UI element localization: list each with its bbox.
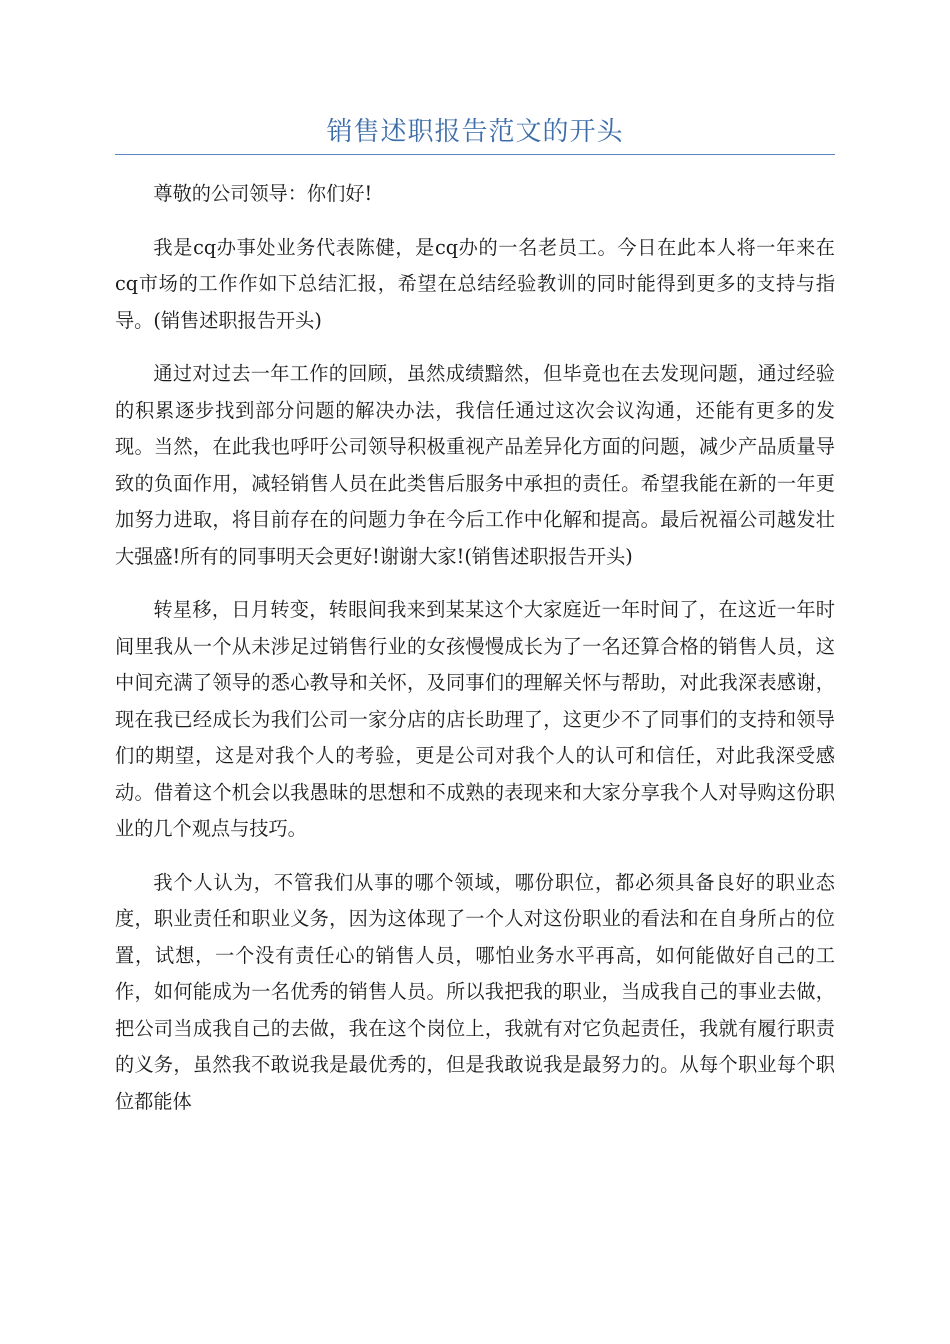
paragraph-review: 通过对过去一年工作的回顾，虽然成绩黯然，但毕竟也在去发现问题，通过经验的积累逐步找到部分问题的解决办法，我信任通过这次会议沟通，还能有更多的发现。当然，在此我也呼吁公司领导积极重视产品差异化方面的问题，减少产品质量导致的负面作用，减轻销售人员在此类售后服务中承担的责任。希望我能在新的一年更加努力进取，将目前存在的问题力争在今后工作中化解和提高。最后祝福公司越发壮大强盛!所有的同事明天会更好!谢谢大家!(销售述职报告开头) — [115, 362, 835, 568]
paragraph-attitude: 我个人认为，不管我们从事的哪个领域，哪份职位，都必须具备良好的职业态度，职业责任和职业义务，因为这体现了一个人对这份职业的看法和在自身所占的位置，试想，一个没有责任心的销售人员，哪怕业务水平再高，如何能做好自己的工作，如何能成为一名优秀的销售人员。所以我把我的职业，当成我自己的事业去做，把公司当成我自己的去做，我在这个岗位上，我就有对它负起责任，我就有履行职责的义务，虽然我不敢说我是最优秀的，但是我敢说我是最努力的。从每个职业每个职位都能体 — [115, 870, 835, 1113]
document-body — [115, 176, 835, 1137]
paragraph-greeting: 尊敬的公司领导：你们好! — [153, 182, 373, 205]
paragraph-introduction: 我是cq办事处业务代表陈健，是cq办的一名老员工。今日在此本人将一年来在cq市场的工作作如下总结汇报，希望在总结经验教训的同时能得到更多的支持与指导。(销售述职报告开头) — [115, 235, 835, 332]
document-title: 销售述职报告范文的开头 — [326, 117, 624, 147]
title-underline — [115, 154, 835, 155]
paragraph-growth: 转星移，日月转变，转眼间我来到某某这个大家庭近一年时间了，在这近一年时间里我从一个从未涉足过销售行业的女孩慢慢成长为了一名还算合格的销售人员，这中间充满了领导的悉心教导和关怀，及同事们的理解关怀与帮助，对此我深表感谢，现在我已经成长为我们公司一家分店的店长助理了，这更少不了同事们的支持和领导们的期望，这是对我个人的考验，更是公司对我个人的认可和信任，对此我深受感动。借着这个机会以我愚昧的思想和不成熟的表现来和大家分享我个人对导购这份职业的几个观点与技巧。 — [115, 598, 835, 840]
